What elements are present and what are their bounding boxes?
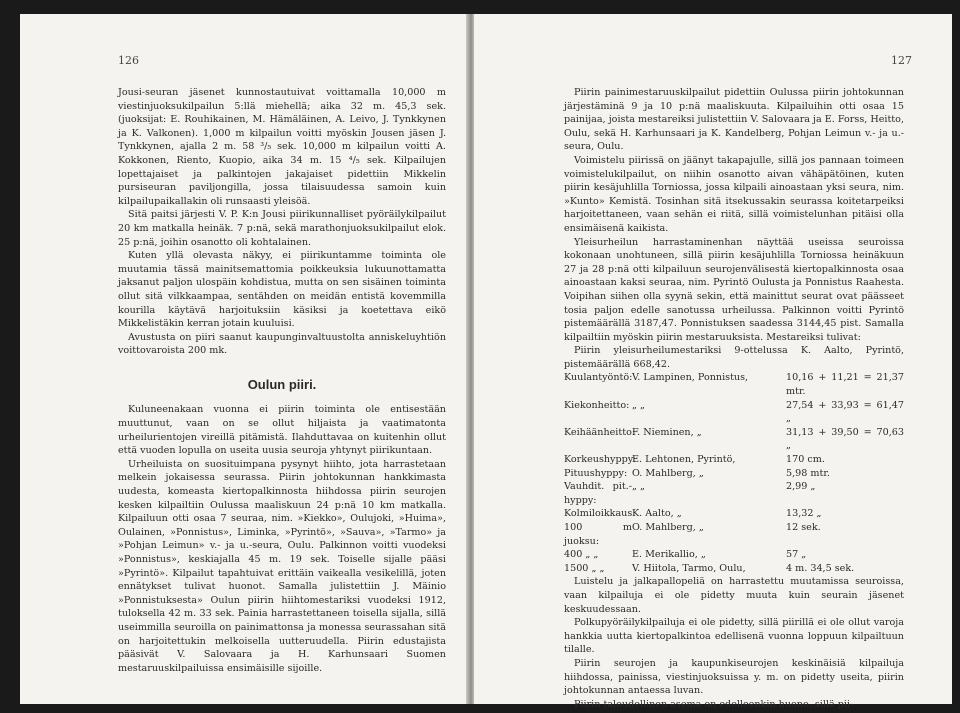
results-list — [564, 371, 904, 575]
paragraph: Polkupyöräilykilpailuja ei ole pidetty, sillä piirillä ei ole ollut varoja hankkia uutta kiertopalkintoa edellisenä vuonna loppuun kilpailtuun tilalle. — [564, 617, 904, 656]
paragraph: Jousi-seuran jäsenet kunnostautuivat voittamalla 10,000 m viestinjuoksukilpailun 5:llä miehellä; aika 32 m. 45,3 sek. (juoksijat: E. Rouhikainen, M. Hämäläinen, A. Leivo, J. Tynkkynen ja K. Valkonen). 1,000 m kilpailun voitti myöskin Jousen jäsen J. Tynkkynen, ajalla 2 m. 58 ³/₅ sek. 10,000 m kilpailun voitti A. Kokkonen, Riento, Kuopio, aika 34 m. 15 ⁴/₅ sek. Kilpailujen lopettajaiset ja palkintojen jakajaiset pidettiin Mikkelin pursiseuran paviljongilla, jossa tilaisuudessa samoin kuin kilpailupaikallakin oli runsaasti yleisöä. — [118, 87, 446, 207]
right-page — [474, 14, 952, 710]
result-value: 57 „ — [786, 549, 807, 561]
result-row — [564, 371, 904, 398]
result-value: 170 cm. — [786, 454, 825, 466]
result-value: 10,16 + 11,21 = 21,37 mtr. — [786, 372, 904, 398]
result-event: Korkeushyppy: — [564, 454, 637, 466]
paragraph: Piirin taloudellinen asema on edelleenkin huono, sillä pii- — [574, 698, 854, 710]
page-number: 127 — [891, 54, 912, 67]
result-name: F. Nieminen, „ — [632, 426, 702, 438]
result-name: E. Merikallio, „ — [632, 549, 706, 561]
paragraph: Voimistelu piirissä on jäänyt takapajulle, sillä jos pannaan toimeen voimistelukilpailut, on niihin osanotto aivan vähäpätöinen, kuten piirin kesäjuhlilla Torniossa, jossa kilpaili ainoastaan yksi seura, nim. »Kunto» Kemistä. Tosinhan sitä itsekussakin seurassa koitetarpeiksi harjoitettaneen, vaan sehän ei riitä, sillä voimistelunhan pitäisi olla ensimäisenä kaikista. — [564, 154, 904, 234]
paragraph: Piirin painimestaruuskilpailut pidettiin Oulussa piirin johtokunnan järjestäminä 9 ja 10 p:nä maaliskuuta. Kilpailuihin otti osaa 15 painijaa, joista mestareiksi julistettiin V. Salovaara ja E. Forss, Heitto, Oulu, sekä H. Karhunsaari ja K. Kandelberg, Pohjan Leimun v.- ja u.-seura, Oulu. — [564, 87, 904, 153]
result-name: V. Lampinen, Ponnistus, — [632, 372, 749, 384]
result-value: 2,99 „ — [786, 481, 816, 493]
paragraph: Yleisurheilun harrastaminenhan näyttää useissa seuroissa kokonaan unohtuneen, sillä piirin kesäjuhlilla Torniossa heinäkuun 27 ja 28 p:nä otti kilpailuun seurojenvälisestä kiertopalkinnosta osaa ainoastaan kaksi seuraa, nim. Pyrintö Oulusta ja Ponnistus Raahesta. Voipihan siihen olla syynä sekin, että mainittut seurat ovat päässeet tosia paljon edelle sanotussa urheilussa. Palkinnon voitti Pyrintö pistemäärällä 3187,47. Ponnistuksen saadessa 3144,45 pist. Samalla kilpailtiin myöskin piirin mestaruuksista. Mestareiksi tulivat: — [564, 236, 904, 343]
paragraph: Kuluneenakaan vuonna ei piirin toiminta ole entisestään muuttunut, vaan on se ollut hiljaista ja vaatimatonta urheilurientojen vireillä pitämistä. Ilahduttavaa on kuitenhin ollut että vuoden lopulla on useita uusia seuroja yhtynyt piirikuntaan. — [118, 404, 446, 457]
result-value: 31,13 + 39,50 = 70,63 „ — [786, 426, 904, 452]
result-event: Kuulantyöntö: — [564, 372, 633, 384]
result-value: 5,98 mtr. — [786, 467, 830, 479]
result-event: Kiekonheitto: — [564, 399, 630, 411]
paragraph: Kuten yllä olevasta näkyy, ei piirikuntamme toiminta ole muutamia tässä mainitsemattomia poikkeuksia lukuunottamatta jaksanut paljon ulospäin kohdistua, mutta on sen sisäinen toiminta ollut sitä vilkkaampaa, sentähden on meidän entistä kovemmilla kourilla käytävä harjoituksiin käsiksi ja koetettava eikö Mikkelistäkin kerran jotain kuuluisi. — [118, 250, 446, 330]
result-value: 27,54 + 33,93 = 61,47 „ — [786, 399, 904, 425]
paragraph: Urheiluista on suosituimpana pysynyt hiihto, jota harrastetaan melkein jokaisessa seurassa. Piirin johtokunnan hankkimasta uudesta, komeasta kiertopalkinnosta hiihdossa piirin seurojen kesken kilpailtiin Oulussa maaliskuun 24 p:nä 10 km matkalla. Kilpailuun otti osaa 7 seuraa, nim. »Kiekko», Oulujoki, »Huima», Oulainen, »Ponnistus», Liminka, »Pyrintö», »Sauva», »Tarmo» ja »Pohjan Leimun» v.- ja u.-seura, Oulu. Palkinnon voitti vuodeksi »Ponnistus», keskiajalla 45 m. 19 sek. Toiselle sijalle pääsi »Pyrintö». Kilpailut tapahtuivat erittäin vaikealla vesikelillä, joten ennätykset tulivat huonot. Samalla julistettiin J. Mäinio »Ponnistuksesta» Oulun piirin hiihtomestariksi vuodeksi 1912, tuloksella 42 m. 33 sek. Painia harrastettaneen toisella sijalla, sillä useimmilla seuroilla on painimattonsa ja monessa seurassahan sitä on harjoitettukin melkoisella uutteruudella. Piirin edustajista pääsivät V. Salovaara ja H. Karhunsaari Suomen mestaruuskilpailuissa ensimäisille sijoille. — [118, 458, 446, 674]
result-row — [564, 426, 904, 453]
result-name: „ „ — [632, 399, 645, 411]
result-value: 13,32 „ — [786, 508, 822, 520]
left-page-text — [118, 86, 446, 675]
result-event: 400 „ „ — [564, 549, 599, 561]
result-event: Vauhdit. pit.-hyppy: — [564, 481, 632, 506]
result-event: Keihäänheitto: — [564, 426, 636, 438]
result-row — [564, 480, 904, 507]
paragraph: Luistelu ja jalkapallopeliä on harrastettu muutamissa seuroissa, vaan kilpailuja ei ole pidetty muuta kuin seurain jäsenet keskuudessaan. — [564, 576, 904, 615]
paragraph: Sitä paitsi järjesti V. P. K:n Jousi piirikunnalliset pyöräilykilpailut 20 km matkalla heinäk. 7 p:nä, sekä marathonjuoksukilpailut elok. 25 p:nä, joihin osanotto oli kohtalainen. — [118, 209, 446, 248]
result-event: 1500 „ „ — [564, 562, 605, 574]
result-row — [564, 562, 904, 576]
result-event: Pituushyppy: — [564, 467, 628, 479]
result-event: 100 m juoksu: — [564, 522, 632, 547]
result-name: O. Mahlberg, „ — [632, 522, 704, 533]
result-row — [564, 548, 904, 562]
right-page-text — [564, 86, 904, 711]
result-name: V. Hiitola, Tarmo, Oulu, — [632, 562, 746, 574]
result-row — [564, 453, 904, 467]
result-row — [564, 399, 904, 426]
paragraph: Piirin yleisurheilumestariksi 9-ottelussa K. Aalto, Pyrintö, pistemäärällä 668,42. — [564, 345, 904, 370]
result-row — [564, 521, 904, 548]
result-row — [564, 467, 904, 481]
result-name: „ „ — [632, 481, 645, 493]
result-name: O. Mahlberg, „ — [632, 467, 704, 479]
result-row — [564, 507, 904, 521]
result-value: 12 sek. — [786, 522, 821, 533]
result-name: K. Aalto, „ — [632, 508, 682, 520]
left-page — [20, 14, 468, 704]
result-name: E. Lehtonen, Pyrintö, — [632, 454, 736, 466]
section-heading: Oulun piiri. — [247, 376, 317, 392]
result-event: Kolmiloikkaus: — [564, 508, 636, 520]
result-value: 4 m. 34,5 sek. — [786, 562, 855, 574]
page-number: 126 — [118, 54, 139, 67]
paragraph: Piirin seurojen ja kaupunkiseurojen keskinäisiä kilpailuja hiihdossa, painissa, viestinjuoksuissa y. m. on pidetty useita, piirin johtokunnan antaessa luvan. — [564, 657, 904, 697]
paragraph: Avustusta on piiri saanut kaupunginvaltuustolta anniskeluyhtiön voittovaroista 200 mk. — [118, 331, 446, 357]
